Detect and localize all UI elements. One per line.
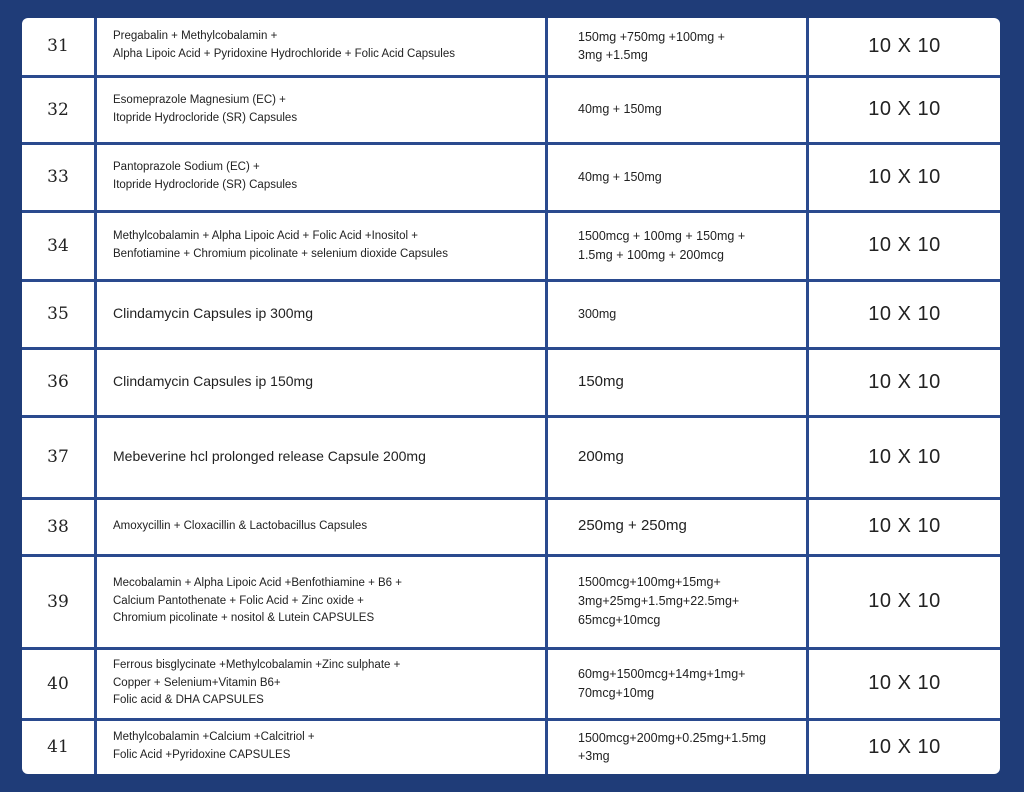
pack-size: 10 X 10 (808, 280, 1001, 348)
product-name (96, 18, 547, 76)
serial-number: 41 (47, 737, 69, 758)
table-row (22, 18, 1000, 76)
dosage (547, 76, 808, 143)
dosage-line: 40mg + 150mg (578, 169, 662, 184)
dosage (547, 143, 808, 211)
pack-size: 10 X 10 (808, 348, 1001, 416)
product-table (22, 18, 1000, 774)
product-name (96, 648, 547, 719)
dosage-line: 150mg (578, 372, 624, 390)
dosage-line: 3mg +1.5mg (578, 48, 648, 63)
product-name (96, 555, 547, 648)
serial-number: 31 (22, 18, 96, 76)
product-name-line: Mebeverine hcl prolonged release Capsule 200mg (113, 448, 426, 465)
dosage (547, 498, 808, 555)
dosage-line: +3mg (578, 749, 610, 764)
product-name-line: Alpha Lipoic Acid + Pyridoxine Hydrochloride + Folic Acid Capsules (113, 48, 455, 61)
table-row (22, 416, 1000, 498)
pack-size: 10 X 10 (808, 211, 1001, 280)
product-name-line: Methylcobalamin + Alpha Lipoic Acid + Folic Acid +Inositol + (113, 229, 418, 242)
table-row (22, 280, 1000, 348)
product-name-line: Folic Acid +Pyridoxine CAPSULES (113, 749, 291, 762)
pack-size: 10 X 10 (808, 719, 1001, 774)
product-name-line: Benfotiamine + Chromium picolinate + selenium dioxide Capsules (113, 247, 448, 260)
table-row (22, 498, 1000, 555)
serial-number: 35 (22, 280, 96, 348)
dosage-line: 60mg+1500mcg+14mg+1mg+ (578, 666, 746, 681)
serial-number: 38 (22, 498, 96, 555)
pack-size: 10 X 10 (808, 648, 1001, 719)
product-name-line: Ferrous bisglycinate +Methylcobalamin +Zinc sulphate + (113, 658, 401, 671)
table-row (22, 143, 1000, 211)
serial-number: 39 (22, 555, 96, 648)
product-sheet (22, 18, 1000, 774)
dosage-line: 65mcg+10mcg (578, 612, 661, 627)
dosage-line: 1500mcg + 100mg + 150mg + (578, 228, 746, 243)
dosage-line: 300mg (578, 306, 617, 321)
dosage (547, 348, 808, 416)
product-name-line: Mecobalamin + Alpha Lipoic Acid +Benfothiamine + B6 + (113, 576, 402, 589)
product-name-line: Pregabalin + Methylcobalamin + (113, 30, 278, 43)
serial-number: 34 (22, 211, 96, 280)
dosage-line: 1.5mg + 100mg + 200mcg (578, 247, 724, 262)
pack-size: 10 X 10 (808, 143, 1001, 211)
serial-number: 33 (22, 143, 96, 211)
product-name-line: Pantoprazole Sodium (EC) + (113, 161, 260, 174)
dosage (547, 555, 808, 648)
product-name-line: Clindamycin Capsules ip 300mg (113, 305, 313, 322)
dosage (547, 719, 808, 774)
dosage-line: 200mg (578, 447, 624, 465)
product-name-line: Calcium Pantothenate + Folic Acid + Zinc oxide + (113, 594, 364, 607)
dosage-line: 3mg+25mg+1.5mg+22.5mg+ (578, 594, 740, 609)
pack-size: 10 X 10 (808, 555, 1001, 648)
serial-number: 37 (22, 416, 96, 498)
product-name (96, 719, 547, 774)
product-name (96, 76, 547, 143)
dosage-line: 1500mcg+200mg+0.25mg+1.5mg (578, 730, 766, 745)
product-name (96, 211, 547, 280)
table-row (22, 348, 1000, 416)
dosage-line: 150mg +750mg +100mg + (578, 29, 725, 44)
serial-number: 32 (22, 76, 96, 143)
table-row (22, 555, 1000, 648)
pack-size: 10 X 10 (808, 76, 1001, 143)
product-name-line: Methylcobalamin +Calcium +Calcitriol + (113, 731, 315, 744)
dosage-line: 40mg + 150mg (578, 102, 662, 117)
product-name-line: Clindamycin Capsules ip 150mg (113, 373, 313, 390)
product-name-line: Itopride Hydrocloride (SR) Capsules (113, 179, 298, 191)
pack-size: 10 X 10 (808, 416, 1001, 498)
product-name (96, 498, 547, 555)
table-row (22, 211, 1000, 280)
dosage-line: 70mcg+10mg (578, 685, 655, 700)
product-name-line: Esomeprazole Magnesium (EC) + (113, 93, 286, 106)
dosage (547, 18, 808, 76)
dosage (547, 416, 808, 498)
product-name (96, 416, 547, 498)
dosage-line: 250mg + 250mg (578, 517, 687, 535)
dosage (547, 648, 808, 719)
table-row (22, 719, 1000, 774)
product-name-line: Folic acid & DHA CAPSULES (113, 694, 264, 707)
table-row (22, 648, 1000, 719)
product-name-line: Itopride Hydrocloride (SR) Capsules (113, 111, 298, 124)
product-name (96, 280, 547, 348)
product-name-line: Copper + Selenium+Vitamin B6+ (113, 676, 281, 689)
serial-number: 36 (22, 348, 96, 416)
dosage (547, 211, 808, 280)
dosage (547, 280, 808, 348)
product-name-line: Chromium picolinate + nositol & Lutein CAPSULES (113, 612, 375, 625)
pack-size: 10 X 10 (808, 498, 1001, 555)
table-row (22, 76, 1000, 143)
product-name-line: Amoxycillin + Cloxacillin & Lactobacillus Capsules (113, 519, 368, 532)
product-name (96, 348, 547, 416)
dosage-line: 1500mcg+100mg+15mg+ (578, 575, 721, 590)
serial-number: 40 (22, 648, 96, 719)
product-name (96, 143, 547, 211)
pack-size: 10 X 10 (808, 18, 1001, 76)
